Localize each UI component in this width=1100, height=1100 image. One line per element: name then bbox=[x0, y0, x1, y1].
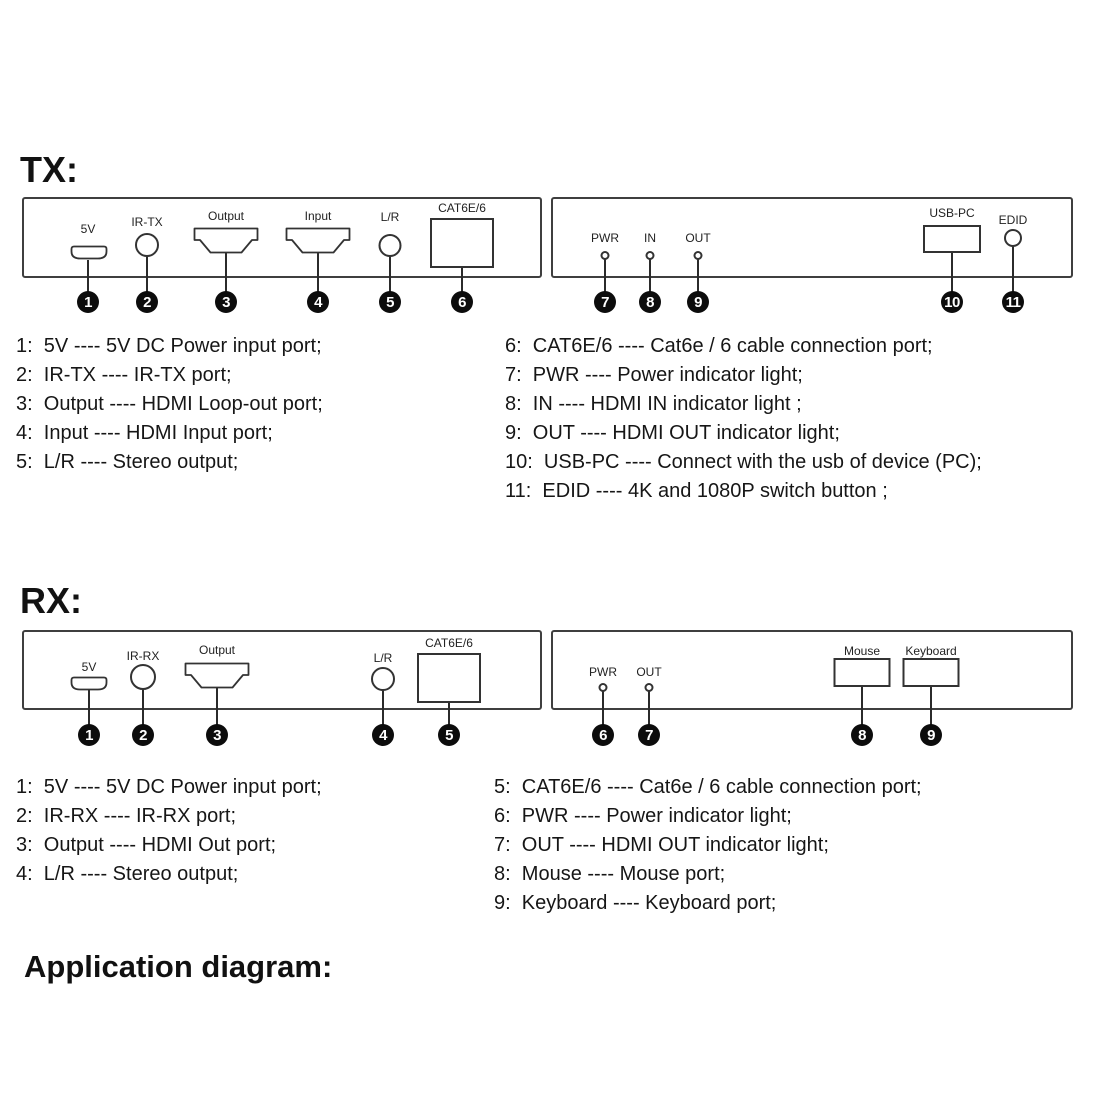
port-number-badge: 2 bbox=[136, 291, 158, 313]
port-number-badge: 4 bbox=[372, 724, 394, 746]
leader-line bbox=[88, 686, 90, 725]
leader-line bbox=[648, 690, 650, 725]
port-number-badge: 4 bbox=[307, 291, 329, 313]
ir-port-icon bbox=[130, 664, 156, 690]
microusb-port-icon bbox=[70, 245, 108, 260]
tx-port-label-irtx: IR-TX bbox=[131, 215, 163, 229]
clipped-heading-text: Application diagram: bbox=[24, 949, 333, 984]
description-line: 8: Mouse ---- Mouse port; bbox=[494, 863, 726, 885]
rx-descriptions-right bbox=[494, 773, 922, 918]
port-number-badge: 2 bbox=[132, 724, 154, 746]
tx-back-panel bbox=[551, 197, 1073, 278]
led-indicator-icon bbox=[601, 251, 610, 260]
rx-port-label-keyboard: Keyboard bbox=[905, 644, 957, 658]
tx-port-label-5v: 5V bbox=[80, 222, 96, 236]
tx-port-label-output: Output bbox=[207, 209, 245, 223]
port-number-badge: 8 bbox=[851, 724, 873, 746]
description-line: 11: EDID ---- 4K and 1080P switch button ; bbox=[505, 480, 888, 502]
description-line: 4: L/R ---- Stereo output; bbox=[16, 863, 239, 885]
port-number-badge: 1 bbox=[77, 291, 99, 313]
description-line: 1: 5V ---- 5V DC Power input port; bbox=[16, 335, 322, 357]
description-line: 8: IN ---- HDMI IN indicator light ; bbox=[505, 393, 802, 415]
description-line: 2: IR-TX ---- IR-TX port; bbox=[16, 364, 232, 386]
audio-jack-icon bbox=[379, 234, 402, 257]
leader-line bbox=[1012, 246, 1014, 292]
description-line: 6: CAT6E/6 ---- Cat6e / 6 cable connection port; bbox=[505, 335, 933, 357]
tx-descriptions-right bbox=[505, 332, 982, 506]
port-number-badge: 7 bbox=[638, 724, 660, 746]
microusb-port-icon bbox=[70, 676, 108, 691]
description-line: 3: Output ---- HDMI Out port; bbox=[16, 834, 277, 856]
rx-port-label-output: Output bbox=[198, 643, 236, 657]
leader-line bbox=[697, 258, 699, 292]
rx-descriptions-left bbox=[16, 773, 322, 889]
description-line: 1: 5V ---- 5V DC Power input port; bbox=[16, 776, 322, 798]
usb-port-icon bbox=[834, 658, 891, 687]
leader-line bbox=[649, 258, 651, 292]
tx-descriptions-left bbox=[16, 332, 323, 477]
description-line: 5: CAT6E/6 ---- Cat6e / 6 cable connection port; bbox=[494, 776, 922, 798]
description-line: 10: USB-PC ---- Connect with the usb of device (PC); bbox=[505, 451, 982, 473]
port-number-badge: 11 bbox=[1002, 291, 1024, 313]
hdmi-port-icon bbox=[184, 662, 250, 689]
rj45-port-icon bbox=[430, 218, 494, 268]
port-number-badge: 10 bbox=[941, 291, 963, 313]
led-indicator-icon bbox=[646, 251, 655, 260]
port-number-badge: 6 bbox=[451, 291, 473, 313]
description-line: 7: OUT ---- HDMI OUT indicator light; bbox=[494, 834, 829, 856]
port-number-badge: 5 bbox=[438, 724, 460, 746]
tx-port-label-usbpc: USB-PC bbox=[929, 206, 975, 220]
led-indicator-icon bbox=[694, 251, 703, 260]
leader-line bbox=[604, 258, 606, 292]
leader-line bbox=[87, 260, 89, 292]
rx-port-label-cat6: CAT6E/6 bbox=[425, 636, 473, 650]
ir-port-icon bbox=[135, 233, 159, 257]
port-number-badge: 6 bbox=[592, 724, 614, 746]
edid-button-icon bbox=[1004, 229, 1022, 247]
description-line: 9: Keyboard ---- Keyboard port; bbox=[494, 892, 777, 914]
description-line: 6: PWR ---- Power indicator light; bbox=[494, 805, 792, 827]
rj45-port-icon bbox=[417, 653, 481, 703]
tx-port-label-input: Input bbox=[304, 209, 332, 223]
port-number-badge: 9 bbox=[920, 724, 942, 746]
audio-jack-icon bbox=[371, 667, 395, 691]
usb-port-icon bbox=[923, 225, 981, 253]
led-indicator-icon bbox=[645, 683, 654, 692]
hdmi-port-icon bbox=[285, 227, 351, 254]
rx-port-label-5v: 5V bbox=[81, 660, 97, 674]
usb-port-icon bbox=[903, 658, 960, 687]
rx-back-panel bbox=[551, 630, 1073, 710]
rx-port-label-out: OUT bbox=[636, 665, 662, 679]
tx-port-label-edid: EDID bbox=[998, 213, 1028, 227]
tx-port-label-lr: L/R bbox=[380, 210, 400, 224]
rx-heading: RX: bbox=[20, 580, 82, 621]
port-number-badge: 7 bbox=[594, 291, 616, 313]
port-number-badge: 3 bbox=[206, 724, 228, 746]
port-number-badge: 8 bbox=[639, 291, 661, 313]
port-number-badge: 1 bbox=[78, 724, 100, 746]
tx-port-label-out: OUT bbox=[685, 231, 711, 245]
rx-port-label-irrx: IR-RX bbox=[126, 649, 160, 663]
tx-port-label-in: IN bbox=[644, 231, 656, 245]
leader-line bbox=[602, 690, 604, 725]
rx-port-label-lr: L/R bbox=[373, 651, 393, 665]
led-indicator-icon bbox=[599, 683, 608, 692]
description-line: 3: Output ---- HDMI Loop-out port; bbox=[16, 393, 323, 415]
tx-port-label-cat6: CAT6E/6 bbox=[438, 201, 486, 215]
description-line: 9: OUT ---- HDMI OUT indicator light; bbox=[505, 422, 840, 444]
hdmi-port-icon bbox=[193, 227, 259, 254]
tx-port-label-pwr: PWR bbox=[591, 231, 619, 245]
tx-heading: TX: bbox=[20, 149, 78, 190]
port-number-badge: 3 bbox=[215, 291, 237, 313]
port-number-badge: 9 bbox=[687, 291, 709, 313]
clipped-next-section-heading bbox=[24, 949, 444, 984]
rx-port-label-mouse: Mouse bbox=[843, 644, 881, 658]
description-line: 7: PWR ---- Power indicator light; bbox=[505, 364, 803, 386]
description-line: 4: Input ---- HDMI Input port; bbox=[16, 422, 273, 444]
rx-port-label-pwr: PWR bbox=[589, 665, 617, 679]
description-line: 5: L/R ---- Stereo output; bbox=[16, 451, 239, 473]
description-line: 2: IR-RX ---- IR-RX port; bbox=[16, 805, 237, 827]
port-number-badge: 5 bbox=[379, 291, 401, 313]
